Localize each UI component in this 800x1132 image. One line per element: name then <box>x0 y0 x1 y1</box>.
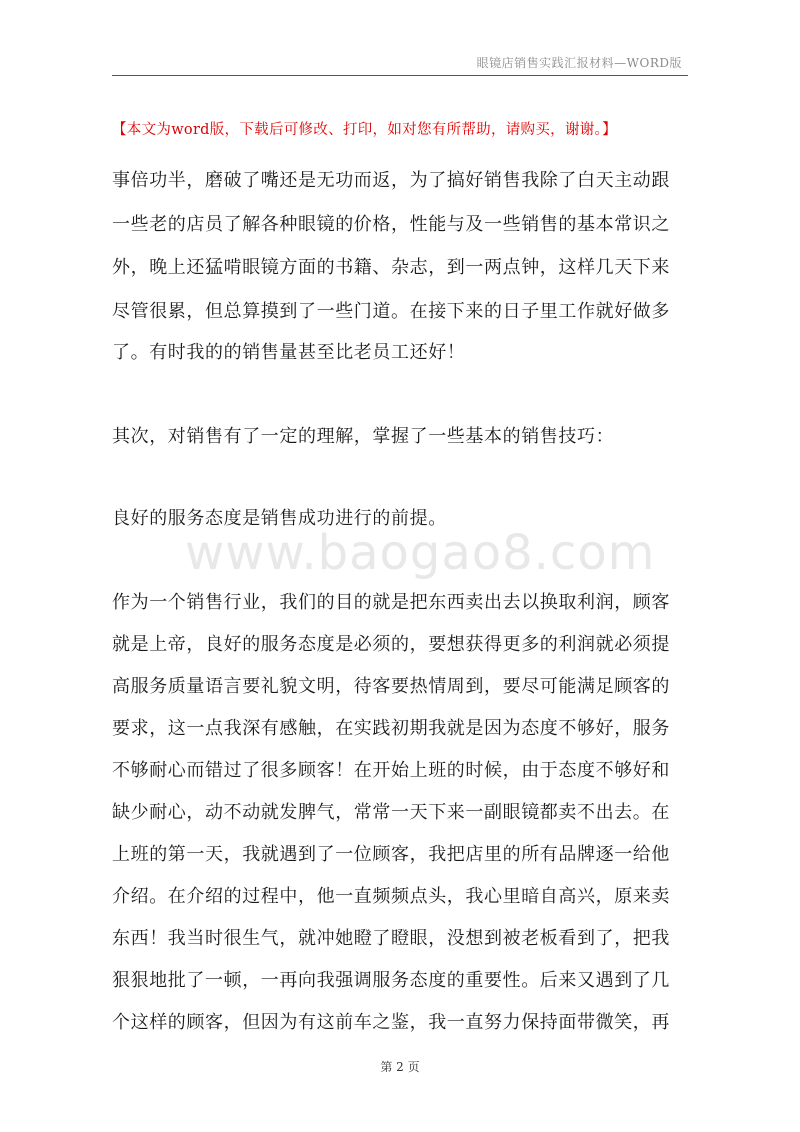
body-line: 东西！我当时很生气，就冲她瞪了瞪眼，没想到被老板看到了，把我 <box>112 928 670 949</box>
page-number: 第 2 页 <box>380 1060 420 1074</box>
body-line: 作为一个销售行业，我们的目的就是把东西卖出去以换取利润，顾客 <box>112 592 670 613</box>
body-line: 事倍功半，磨破了嘴还是无功而返，为了搞好销售我除了白天主动跟 <box>112 170 670 191</box>
body-line: 了。有时我的的销售量甚至比老员工还好！ <box>112 342 466 363</box>
body-line: 一些老的店员了解各种眼镜的价格，性能与及一些销售的基本常识之 <box>112 214 670 235</box>
body-line: 高服务质量语言要礼貌文明，待客要热情周到，要尽可能满足顾客的 <box>112 676 670 697</box>
watermark: www.baogao8.com <box>185 525 656 581</box>
body-line: 狠狠地批了一顿，一再向我强调服务态度的重要性。后来又遇到了几 <box>112 970 670 991</box>
body-line: 缺少耐心，动不动就发脾气，常常一天下来一副眼镜都卖不出去。在 <box>112 802 670 823</box>
body-line: 尽管很累，但总算摸到了一些门道。在接下来的日子里工作就好做多 <box>112 301 670 322</box>
body-line: 就是上帝，良好的服务态度是必须的，要想获得更多的利润就必须提 <box>112 634 670 655</box>
running-header: 眼镜店销售实践汇报材料—WORD版 <box>476 56 682 70</box>
body-line: 其次，对销售有了一定的理解，掌握了一些基本的销售技巧： <box>112 426 615 447</box>
body-line: 个这样的顾客，但因为有这前车之鉴，我一直努力保持面带微笑，再 <box>112 1012 670 1033</box>
header-divider <box>112 75 688 76</box>
body-line: 不够耐心而错过了很多顾客！在开始上班的时候，由于态度不够好和 <box>112 760 670 781</box>
body-line: 介绍。在介绍的过程中，他一直频频点头，我心里暗自高兴，原来卖 <box>112 886 670 907</box>
body-line: 良好的服务态度是销售成功进行的前提。 <box>112 508 447 529</box>
purchase-notice: 【本文为word版，下载后可修改、打印，如对您有所帮助，请购买，谢谢。】 <box>112 122 617 138</box>
body-line: 外，晚上还猛啃眼镜方面的书籍、杂志，到一两点钟，这样几天下来 <box>112 257 670 278</box>
body-line: 上班的第一天，我就遇到了一位顾客，我把店里的所有品牌逐一给他 <box>112 844 670 865</box>
body-line: 要求，这一点我深有感触，在实践初期我就是因为态度不够好，服务 <box>112 718 670 739</box>
